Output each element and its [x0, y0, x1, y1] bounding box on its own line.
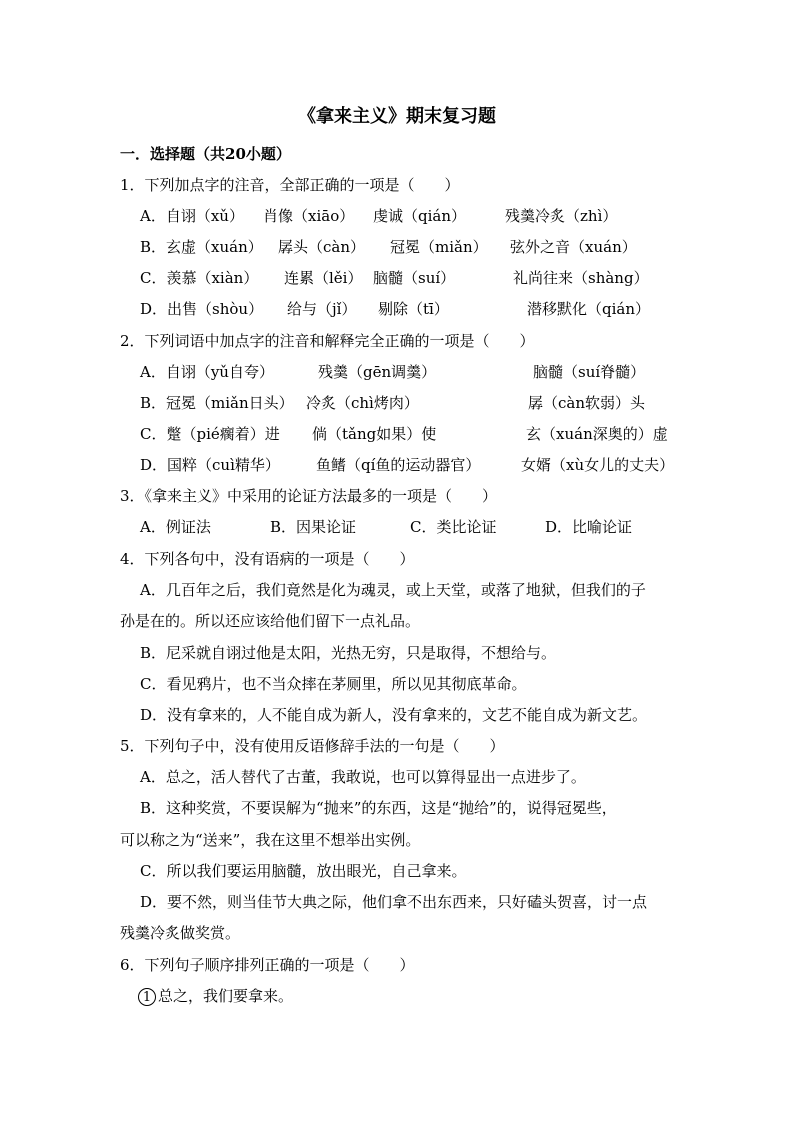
question-4-option-a-cont: 孙是在的。所以还应该给他们留下一点礼品。	[120, 612, 421, 630]
question-5-option-d: D．要不然，则当佳节大典之际，他们拿不出东西来，只好磕头贺喜，讨一点	[140, 893, 648, 911]
option-item: A．例证法	[140, 518, 211, 536]
question-4-option-c: C．看见鸦片，也不当众摔在茅厕里，所以见其彻底革命。	[140, 675, 527, 693]
question-4-option-a: A．几百年之后，我们竟然是化为魂灵，或上天堂，或落了地狱，但我们的子	[140, 581, 646, 599]
question-4-option-d: D．没有拿来的，人不能自成为新人，没有拿来的，文艺不能自成为新文艺。	[140, 706, 648, 724]
section-heading: 一．选择题（共20小题）	[120, 145, 291, 163]
option-item: 残羹冷炙（zhì）	[505, 207, 618, 225]
option-item: 脑髓（suí脊髓）	[533, 363, 646, 381]
option-item: D．出售（shòu）	[140, 300, 264, 318]
option-item: A．自诩（yǔ自夸）	[140, 363, 274, 381]
option-item: C．类比论证	[410, 518, 497, 536]
option-item: 肖像（xiāo）	[263, 207, 355, 225]
question-5-option-d-cont: 残羹冷炙做奖赏。	[120, 924, 241, 942]
option-item: 连累（lěi）	[284, 269, 363, 287]
question-6-sentence-1	[138, 985, 293, 1007]
question-1-stem: 1．下列加点字的注音，全部正确的一项是（ ）	[120, 176, 460, 194]
option-item: 女婿（xù女儿的丈夫）	[521, 456, 675, 474]
question-5-option-a: A．总之，活人替代了古董，我敢说，也可以算得显出一点进步了。	[140, 768, 586, 786]
option-item: 冠冕（miǎn）	[390, 238, 488, 256]
option-item: 孱头（càn）	[278, 238, 366, 256]
page-title: 《拿来主义》期末复习题	[298, 106, 496, 127]
option-item: D．国粹（cuì精华）	[140, 456, 280, 474]
option-item: B．玄虚（xuán）	[140, 238, 263, 256]
option-item: 鱼鳍（qí鱼的运动器官）	[316, 456, 481, 474]
option-item: B．冠冕（miǎn日头）	[140, 394, 294, 412]
question-5-stem: 5．下列句子中，没有使用反语修辞手法的一句是（ ）	[120, 737, 505, 755]
option-item: 孱（càn软弱）头	[528, 394, 646, 412]
option-item: 潜移默化（qián）	[527, 300, 651, 318]
option-item: 倘（tǎng如果）使	[312, 425, 437, 443]
option-item: 冷炙（chì烤肉）	[306, 394, 419, 412]
question-5-option-b-cont: 可以称之为“送来”，我在这里不想举出实例。	[120, 831, 421, 849]
question-3-stem: 3．《拿来主义》中采用的论证方法最多的一项是（ ）	[120, 487, 498, 505]
sentence-text: 总之，我们要拿来。	[158, 987, 294, 1005]
option-item: 虔诚（qián）	[373, 207, 467, 225]
question-2-stem: 2．下列词语中加点字的注音和解释完全正确的一项是（ ）	[120, 332, 535, 350]
option-item: 玄（xuán深奥的）虚	[526, 425, 668, 443]
option-item: A．自诩（xǔ）	[140, 207, 244, 225]
option-item: C．蹩（pié瘸着）进	[140, 425, 280, 443]
option-item: 残羹（gēn调羹）	[318, 363, 437, 381]
circled-number: 1	[138, 988, 156, 1006]
question-4-option-b: B．尼采就自诩过他是太阳，光热无穷，只是取得，不想给与。	[140, 644, 557, 662]
option-item: 脑髓（suí）	[373, 269, 456, 287]
option-item: 弦外之音（xuán）	[510, 238, 637, 256]
question-6-stem: 6．下列句子顺序排列正确的一项是（ ）	[120, 956, 415, 974]
option-item: 礼尚往来（shàng）	[513, 269, 649, 287]
question-4-stem: 4．下列各句中，没有语病的一项是（ ）	[120, 550, 415, 568]
question-5-option-c: C．所以我们要运用脑髓，放出眼光，自己拿来。	[140, 862, 467, 880]
option-item: B．因果论证	[270, 518, 357, 536]
option-item: 剔除（tī）	[378, 300, 449, 318]
option-item: C．羡慕（xiàn）	[140, 269, 259, 287]
question-5-option-b: B．这种奖赏，不要误解为“抛来”的东西，这是“抛给”的，说得冠冕些，	[140, 799, 617, 817]
option-item: 给与（jǐ）	[287, 300, 357, 318]
option-item: D．比喻论证	[545, 518, 633, 536]
